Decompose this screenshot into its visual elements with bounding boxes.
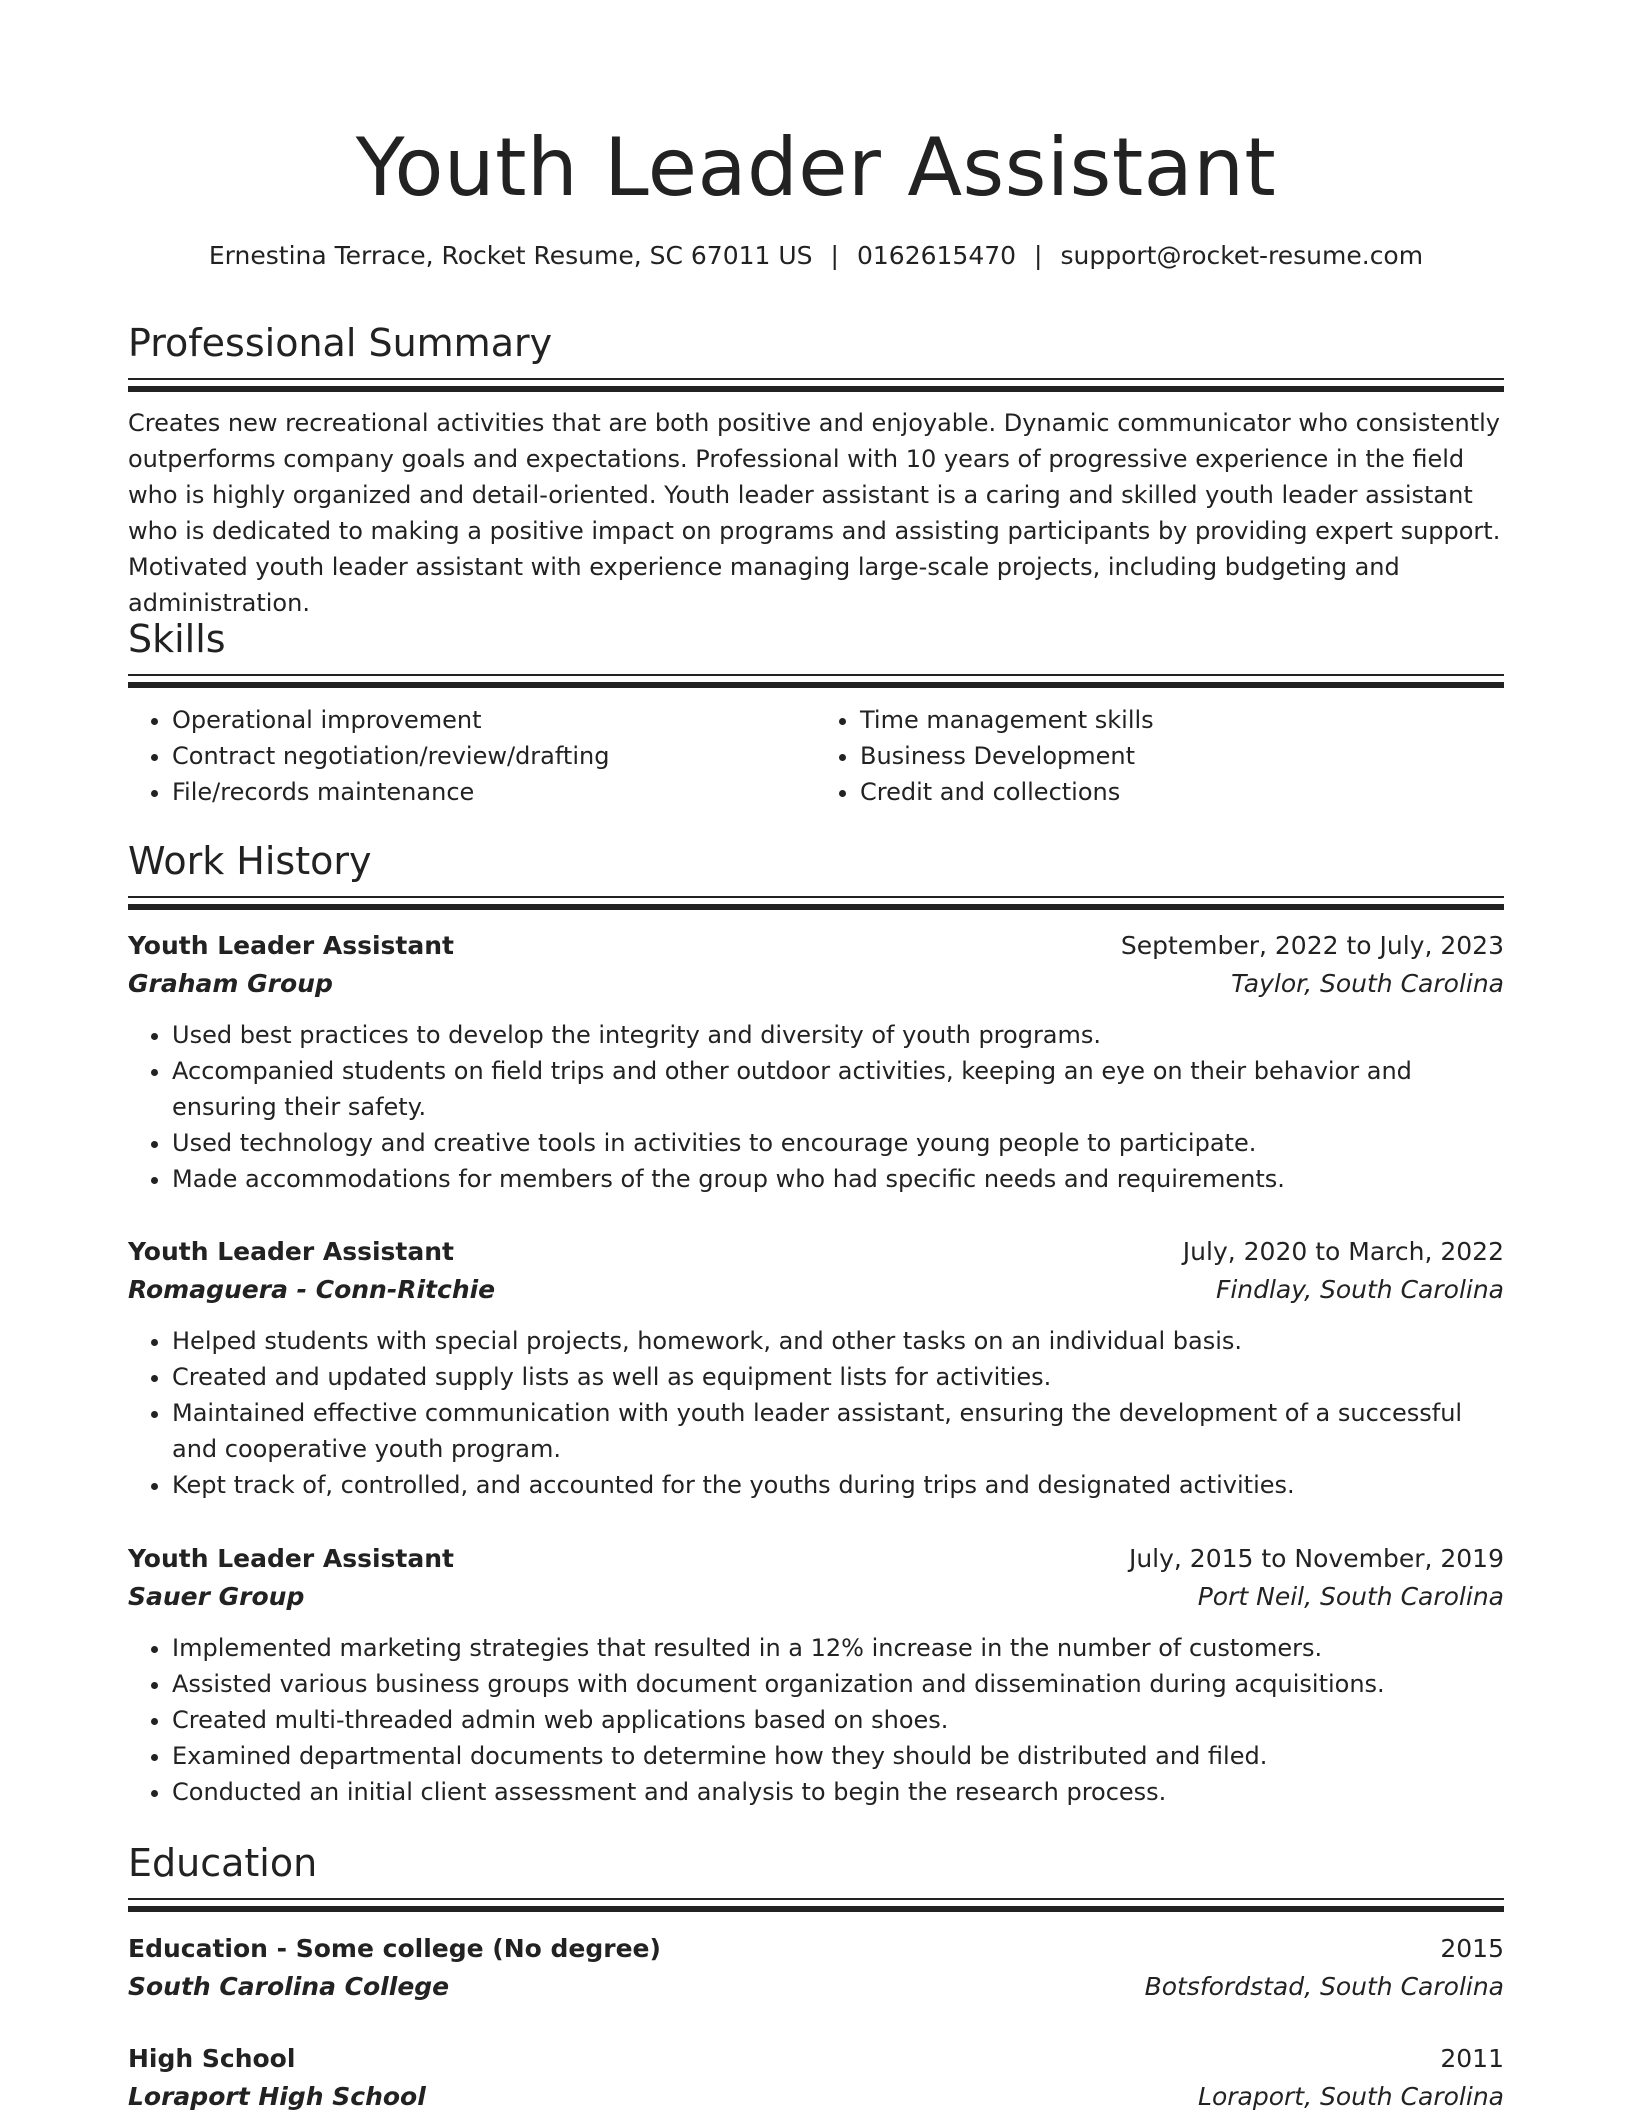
- skills-column-right: [816, 702, 1504, 810]
- list-item: • Conducted an initial client assessment and analysis to begin the research process.: [172, 1774, 1504, 1810]
- list-item: • Created multi-threaded admin web applications based on shoes.: [172, 1702, 1504, 1738]
- email-link[interactable]: support@rocket-resume.com: [1060, 241, 1424, 270]
- job-dates: September, 2022 to July, 2023: [1120, 931, 1504, 960]
- list-item: • Created and updated supply lists as well as equipment lists for activities.: [172, 1359, 1504, 1395]
- school-location: Loraport, South Carolina: [1198, 2082, 1504, 2111]
- school-name: Loraport High School: [128, 2082, 426, 2111]
- job-company: Romaguera - Conn-Ritchie: [128, 1275, 496, 1304]
- job-bullets: [128, 1630, 1504, 1810]
- skill-item: • Time management skills: [860, 702, 1504, 738]
- job-title: Youth Leader Assistant: [128, 1237, 455, 1266]
- job-entry: [128, 1540, 1504, 1810]
- address: Ernestina Terrace, Rocket Resume, SC 67011 US: [208, 241, 813, 270]
- job-entry: [128, 927, 1504, 1197]
- work-history-section: [128, 836, 1504, 910]
- list-item: • Kept track of, controlled, and accounted for the youths during trips and designated activities.: [172, 1467, 1504, 1503]
- divider: [128, 896, 1504, 898]
- job-company: Sauer Group: [128, 1582, 305, 1611]
- divider: [128, 1906, 1504, 1912]
- education-entry: [128, 1930, 1504, 2006]
- job-title: Youth Leader Assistant: [128, 1544, 455, 1573]
- list-item: • Made accommodations for members of the group who had specific needs and requirements.: [172, 1161, 1504, 1197]
- section-title: Skills: [128, 617, 226, 661]
- summary-section: [128, 318, 1504, 621]
- skills-list: [128, 702, 1504, 810]
- skill-item: • Contract negotiation/review/drafting: [172, 738, 816, 774]
- list-item: • Examined departmental documents to determine how they should be distributed and filed.: [172, 1738, 1504, 1774]
- job-location: Taylor, South Carolina: [1231, 969, 1504, 998]
- list-item: • Used best practices to develop the integrity and diversity of youth programs.: [172, 1017, 1504, 1053]
- degree: High School: [128, 2044, 296, 2073]
- education-entry: [128, 2040, 1504, 2116]
- skills-column-left: [128, 702, 816, 810]
- list-item: • Used technology and creative tools in activities to encourage young people to participate.: [172, 1125, 1504, 1161]
- divider: [128, 1898, 1504, 1900]
- section-title: Professional Summary: [128, 321, 553, 365]
- divider: [128, 904, 1504, 910]
- separator: |: [830, 241, 839, 270]
- divider: [128, 378, 1504, 380]
- separator: |: [1034, 241, 1043, 270]
- job-bullets: [128, 1323, 1504, 1503]
- job-company: Graham Group: [128, 969, 333, 998]
- education-year: 2011: [1440, 2044, 1504, 2073]
- section-title: Work History: [128, 839, 372, 883]
- job-dates: July, 2020 to March, 2022: [1182, 1237, 1504, 1266]
- list-item: • Assisted various business groups with document organization and dissemination during acquisitions.: [172, 1666, 1504, 1702]
- skill-item: • File/records maintenance: [172, 774, 816, 810]
- list-item: • Implemented marketing strategies that resulted in a 12% increase in the number of customers.: [172, 1630, 1504, 1666]
- job-dates: July, 2015 to November, 2019: [1128, 1544, 1504, 1573]
- skill-item: • Operational improvement: [172, 702, 816, 738]
- degree: Education - Some college (No degree): [128, 1934, 661, 1963]
- education-section: [128, 1838, 1504, 1912]
- education-year: 2015: [1440, 1934, 1504, 1963]
- job-title: Youth Leader Assistant: [128, 931, 455, 960]
- school-location: Botsfordstad, South Carolina: [1144, 1972, 1504, 2001]
- list-item: • Maintained effective communication with youth leader assistant, ensuring the development of a successful and cooperative youth program.: [172, 1395, 1504, 1467]
- list-item: • Helped students with special projects, homework, and other tasks on an individual basis.: [172, 1323, 1504, 1359]
- divider: [128, 682, 1504, 688]
- skills-section: [128, 614, 1504, 810]
- school-name: South Carolina College: [128, 1972, 450, 2001]
- list-item: • Accompanied students on field trips and other outdoor activities, keeping an eye on their behavior and ensuring their safety.: [172, 1053, 1504, 1125]
- divider: [128, 386, 1504, 392]
- section-title: Education: [128, 1841, 318, 1885]
- skill-item: • Business Development: [860, 738, 1504, 774]
- job-entry: [128, 1233, 1504, 1503]
- candidate-name: Youth Leader Assistant: [355, 121, 1277, 214]
- skill-item: • Credit and collections: [860, 774, 1504, 810]
- job-bullets: [128, 1017, 1504, 1197]
- phone: 0162615470: [856, 241, 1017, 270]
- summary-text: Creates new recreational activities that are both positive and enjoyable. Dynamic communicator who consistently outperforms company goals and expectations. Professional with 10 years of progressive experience in the field who is highly organized and detail-oriented. Youth leader assistant is a caring and skilled youth leader assistant who is dedicated to making a positive impact on programs and assisting participants by providing expert support. Motivated youth leader assistant with experience managing large-scale projects, including budgeting and administration.: [128, 409, 1501, 617]
- job-location: Port Neil, South Carolina: [1197, 1582, 1504, 1611]
- divider: [128, 674, 1504, 676]
- contact-line: [128, 236, 1504, 276]
- job-location: Findlay, South Carolina: [1215, 1275, 1504, 1304]
